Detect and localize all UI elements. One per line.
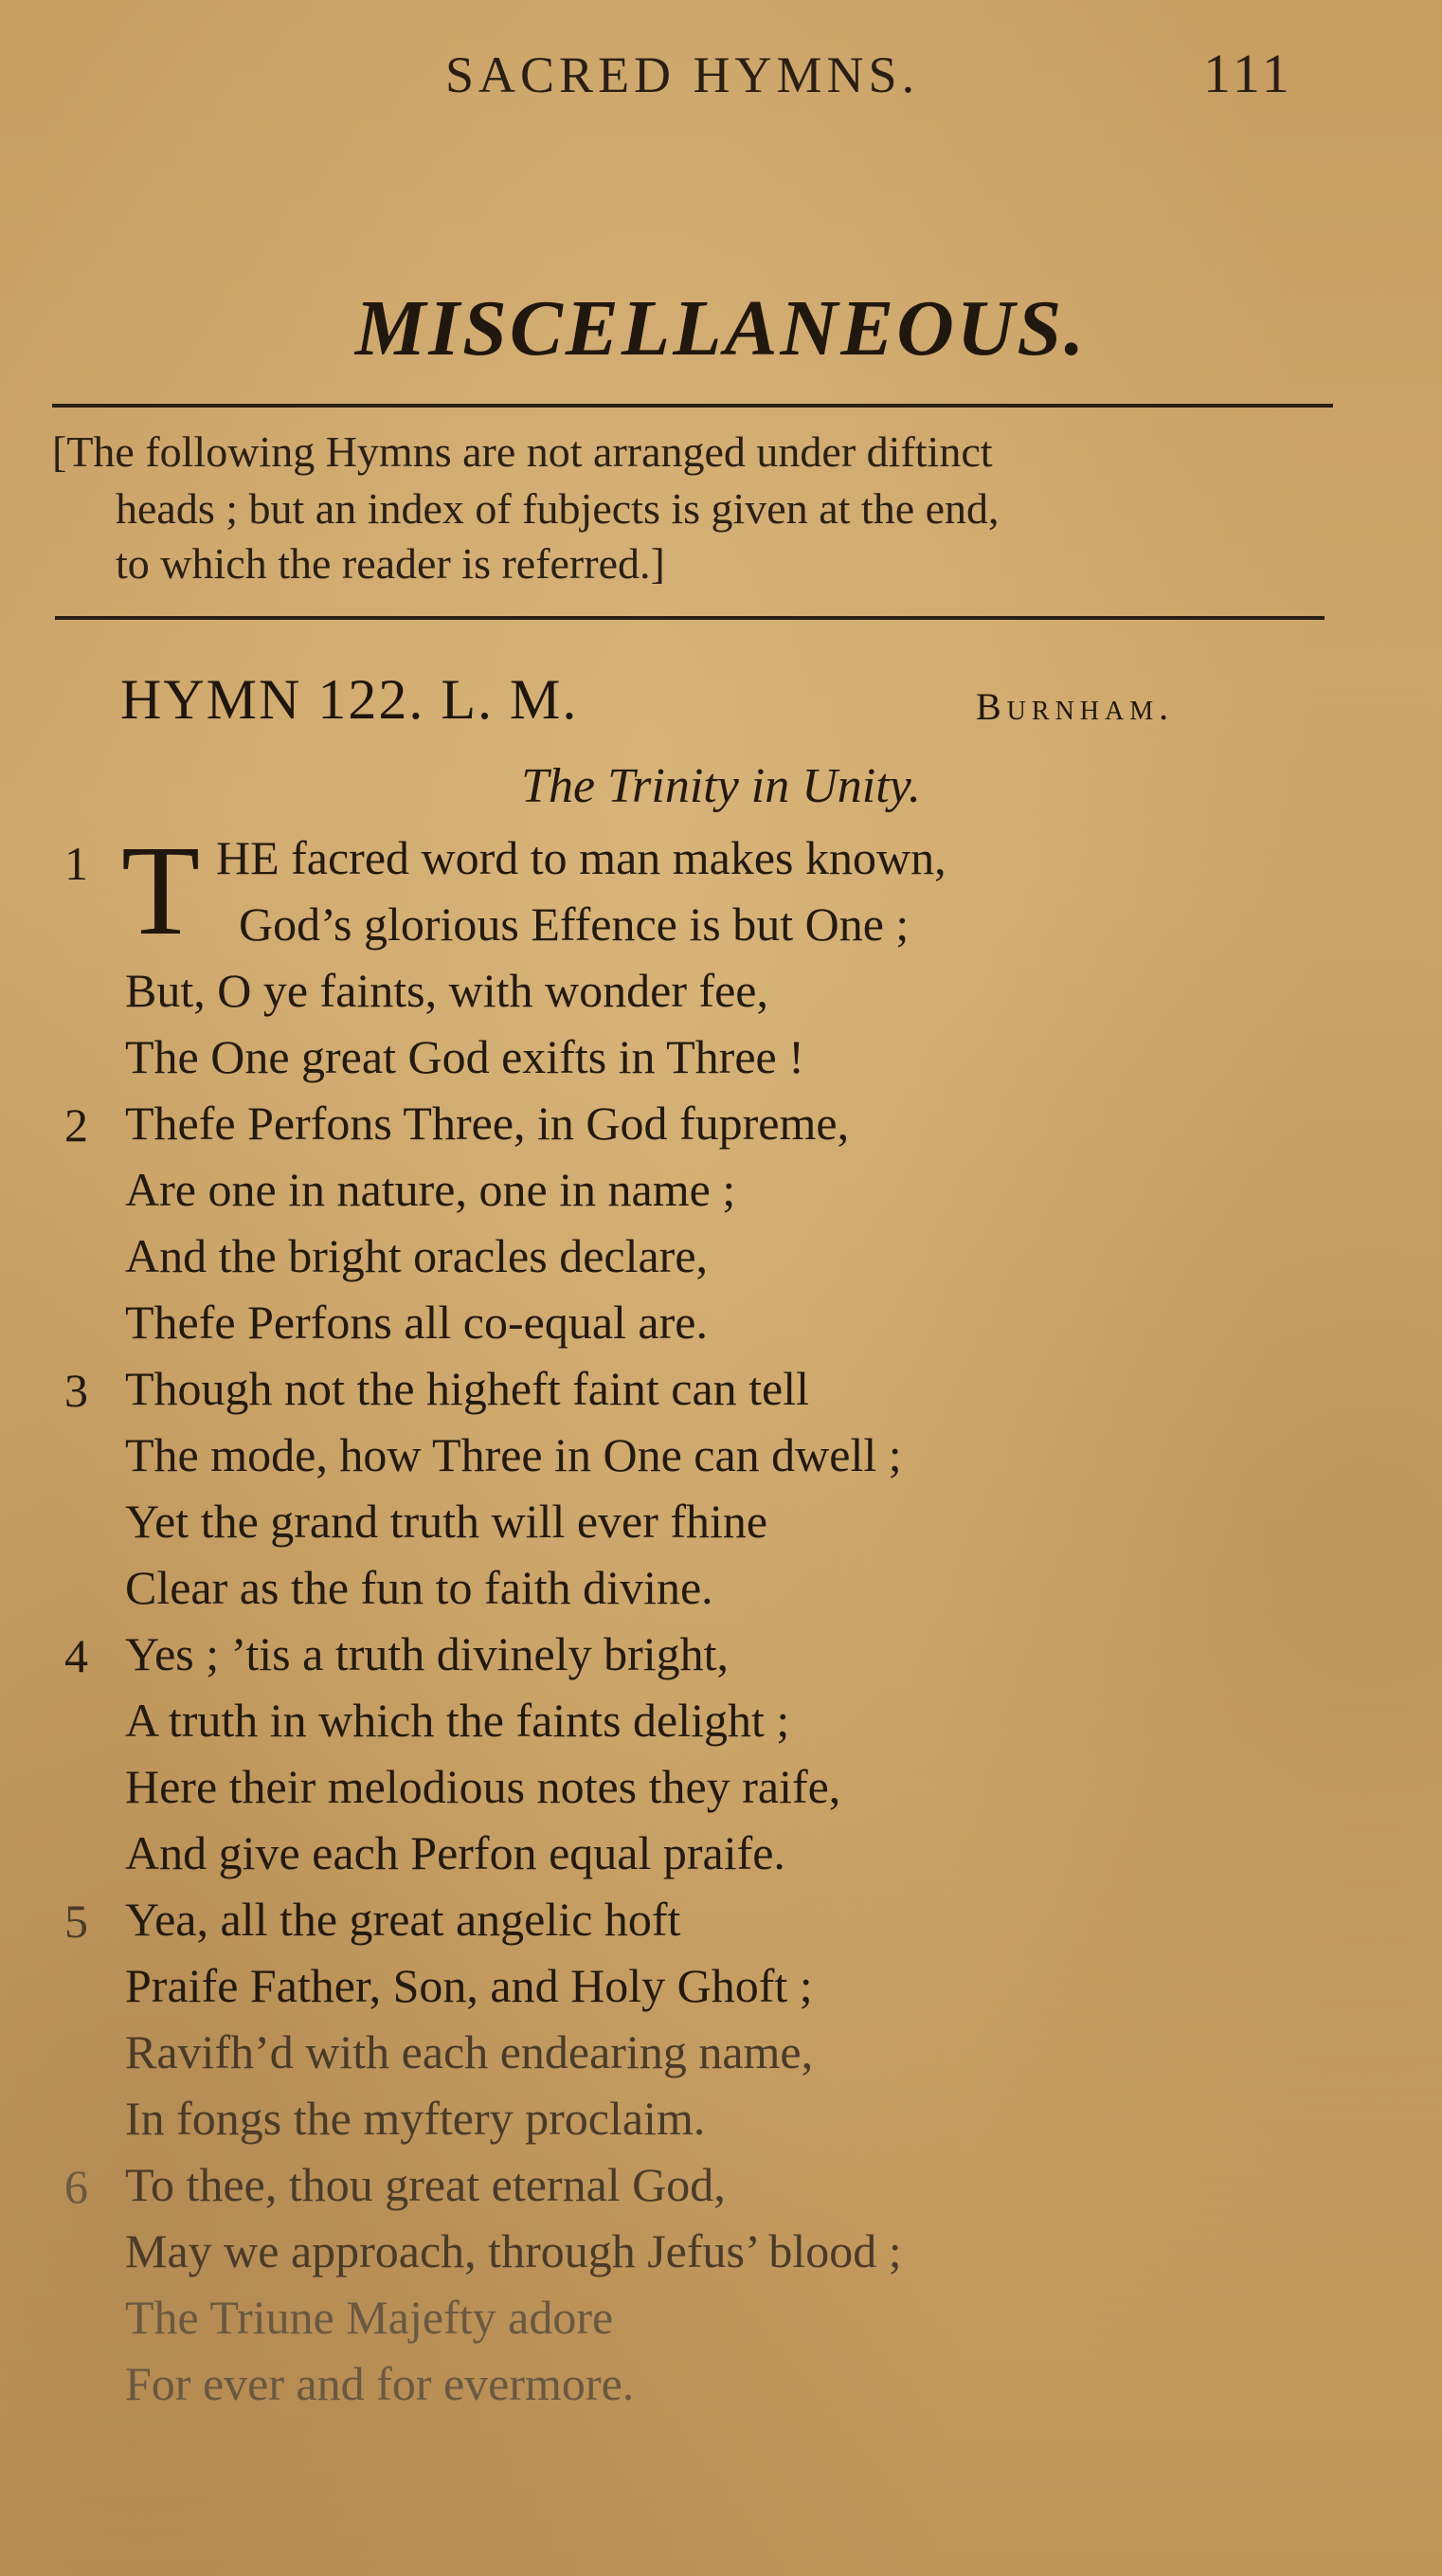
verse-line: Though not the higheft faint can tell	[125, 1362, 810, 1415]
verse-line: Here their melodious notes they raife,	[125, 1760, 841, 1813]
verse-number: 1	[64, 837, 88, 890]
verse-line: For ever and for evermore.	[125, 2357, 635, 2410]
verse-line: Clear as the fun to faith divine.	[125, 1561, 713, 1614]
rule-bottom	[55, 616, 1325, 620]
drop-cap: T	[121, 820, 201, 962]
verse-line: Thefe Perfons Three, in God fupreme,	[125, 1097, 850, 1150]
verse-line: The Triune Majefty adore	[125, 2291, 614, 2344]
running-head: SACRED HYMNS.	[445, 46, 920, 103]
verse-line: Are one in nature, one in name ;	[125, 1163, 736, 1216]
verse-number: 5	[64, 1895, 88, 1948]
editorial-note-line: [The following Hymns are not arranged under diftinct	[52, 427, 993, 476]
verse-number: 2	[64, 1098, 88, 1152]
verse-line: And give each Perfon equal praife.	[125, 1826, 785, 1879]
verse-line: Yet the grand truth will ever fhine	[125, 1495, 768, 1548]
verse-line: Yes ; ’tis a truth divinely bright,	[125, 1627, 730, 1680]
hymn-heading: HYMN 122. L. M.	[120, 668, 579, 731]
verse-line: A truth in which the faints delight ;	[125, 1694, 790, 1747]
verse-number: 3	[64, 1364, 88, 1417]
verse-number: 4	[64, 1629, 88, 1682]
verse-line: To thee, thou great eternal God,	[125, 2158, 726, 2211]
verse-line: The mode, how Three in One can dwell ;	[125, 1428, 902, 1481]
verse-line: But, O ye faints, with wonder fee,	[125, 964, 769, 1017]
verse-line: May we approach, through Jefus’ blood ;	[125, 2224, 902, 2277]
page-number: 111	[1203, 43, 1293, 104]
verse-line: The One great God exifts in Three !	[125, 1030, 804, 1083]
tune-name: Burnham.	[976, 685, 1175, 728]
verse-line: And the bright oracles declare,	[125, 1229, 709, 1282]
verse-number: 6	[64, 2160, 88, 2213]
verse-line: Praife Father, Son, and Holy Ghoft ;	[125, 1959, 813, 2012]
hymn-subtitle: The Trinity in Unity.	[521, 759, 921, 813]
verse-line: God’s glorious Effence is but One ;	[239, 898, 910, 951]
verse-line: Ravifh’d with each endearing name,	[125, 2025, 814, 2078]
editorial-note-line: heads ; but an index of fubjects is given at the end,	[116, 484, 1000, 533]
section-title: MISCELLANEOUS.	[354, 284, 1088, 372]
verse-line: In fongs the myftery proclaim.	[125, 2092, 706, 2145]
editorial-note-line: to which the reader is referred.]	[116, 539, 665, 588]
verse-line: Yea, all the great angelic hoft	[125, 1893, 681, 1946]
verse-line: Thefe Perfons all co-equal are.	[125, 1296, 708, 1349]
verse-line: HE facred word to man makes known,	[216, 831, 946, 884]
rule-top	[52, 404, 1333, 408]
